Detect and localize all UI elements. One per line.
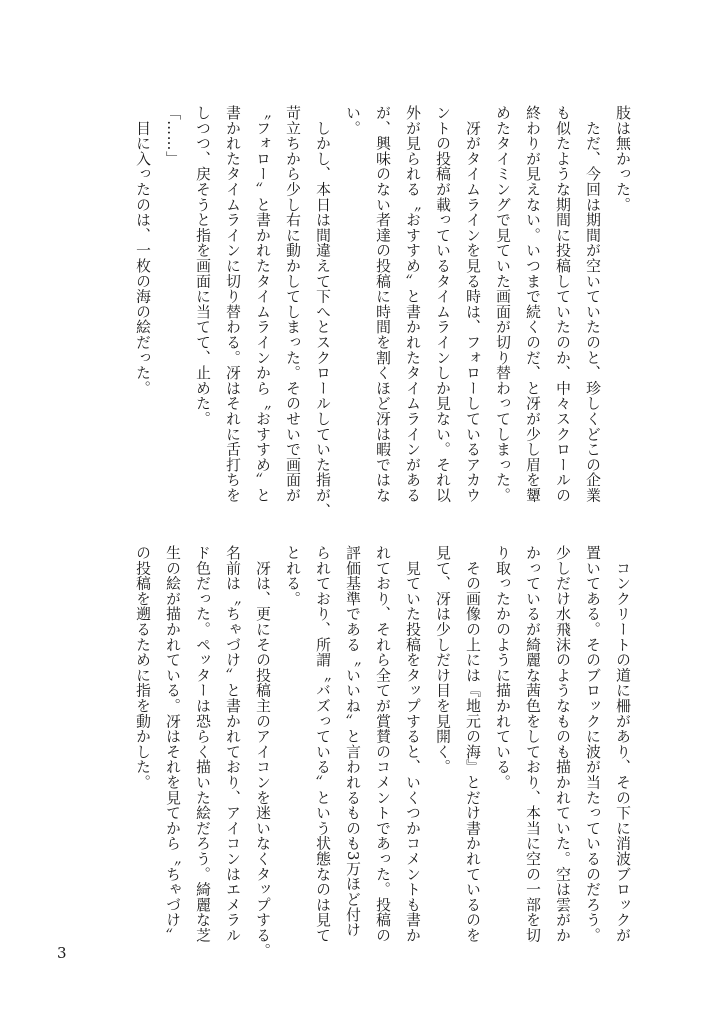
text-line: 〝フォロー〟と書かれたタイムラインから〝おすすめ〟と [254,105,271,503]
text-line: 置いてある。そのブロックに波が当たっているのだろう。 [584,545,601,943]
page-number: 3 [57,944,67,962]
text-line: 苛立ちから少し右に動かしてしまった。そのせいで画面が [284,105,301,503]
lower-text-block [127,545,637,960]
text-line: ントの投稿が載っているタイムラインしか見ない。それ以 [434,105,451,503]
text-line: ド色だった。ペッターは恐らく描いた絵だろう。綺麗な芝 [194,545,211,943]
text-line: しかし、本日は間違えて下へとスクロールしていた指が、 [314,105,331,519]
text-line: り取ったかのように描かれている。 [494,545,511,790]
text-line: 冴は、更にその投稿主のアイコンを迷いなくタップする。 [254,545,271,959]
text-line: コンクリートの道に柵があり、その下に消波ブロックが [614,545,631,943]
text-line: しつつ、戻そうと指を画面に当てて、止めた。 [194,105,211,427]
text-line: 冴がタイムラインを見る時は、フォローしているアカウ [464,105,481,503]
text-line: い。 [344,105,361,136]
upper-text-block [127,105,637,520]
text-line: 見て、冴は少しだけ目を見開く。 [434,545,451,775]
text-line: ただ、今回は期間が空いていたのと、珍しくどこの企業 [584,105,601,503]
text-line: の投稿を遡るために指を動かした。 [134,545,151,790]
text-line: も似たような期間に投稿していたのか、中々スクロールの [554,105,571,503]
text-line: 評価基準である〝いいね〟と言われるものも3万ほど付け [344,545,361,938]
text-line: が、興味のない者達の投稿に時間を割くほど冴は暇ではな [374,105,391,503]
text-line: 名前は〝ちゃづけ〟と書かれており、アイコンはエメラル [224,545,241,943]
text-line: 肢は無かった。 [614,105,631,213]
text-line: その画像の上には『地元の海』とだけ書かれているのを [464,545,481,943]
text-line: 書かれたタイムラインに切り替わる。冴はそれに舌打ちを [224,105,241,503]
text-line: られており、所謂〝バズっている〟という状態なのは見て [314,545,331,943]
text-line: 生の絵が描かれている。冴はそれを見てから〝ちゃづけ〟 [164,545,181,943]
text-line: れており、それら全てが賞賛のコメントであった。投稿の [374,545,391,943]
text-line: とれる。 [284,545,301,607]
text-line: かっているが綺麗な茜色をしており、本当に空の一部を切 [524,545,541,943]
text-line: 「……」 [164,105,181,167]
text-line: 見ていた投稿をタップすると、いくつかコメントも書か [404,545,421,943]
text-line: 目に入ったのは、一枚の海の絵だった。 [134,105,151,396]
text-line: 終わりが見えない。いつまで続くのだ、と冴が少し眉を顰 [524,105,541,503]
text-line: めたタイミングで見ていた画面が切り替わってしまった。 [494,105,511,503]
text-line: 外が見られる〝おすすめ〟と書かれたタイムラインがある [404,105,421,503]
text-line: 少しだけ水飛沫のようなものも描かれていた。空は雲がか [554,545,571,943]
